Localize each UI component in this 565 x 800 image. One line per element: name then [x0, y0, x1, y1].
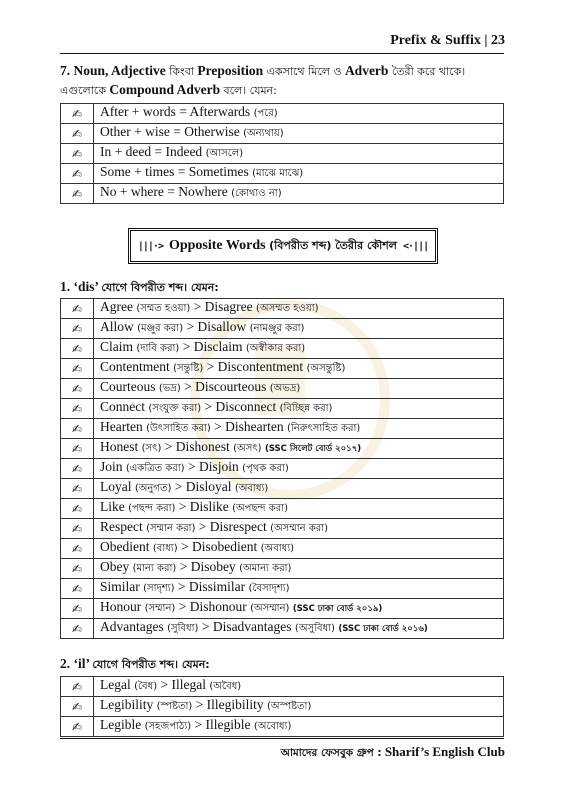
writing-hand-icon: ✍ — [61, 319, 94, 339]
writing-hand-icon: ✍ — [61, 479, 94, 499]
example-text: Obedient (বাধ্য) > Disobedient (অবাধ্য) — [94, 539, 504, 559]
example-text: Respect (সম্মান করা) > Disrespect (অসম্মান করা) — [94, 519, 504, 539]
section-heading: 2. ‘il’ যোগে বিপরীত শব্দ। যেমন: — [60, 656, 210, 671]
list-item — [61, 459, 504, 479]
example-text: Other + wise = Otherwise (অন্যথায়) — [94, 124, 504, 144]
writing-hand-icon: ✍ — [61, 144, 94, 164]
example-text: Honest (সৎ) > Dishonest (অসৎ) (SSC সিলেট বোর্ড ২০১৭) — [94, 439, 504, 459]
example-table — [60, 298, 504, 639]
list-item — [61, 519, 504, 539]
banner-left-ornament: |||·> — [137, 240, 163, 252]
writing-hand-icon: ✍ — [61, 419, 94, 439]
writing-hand-icon: ✍ — [61, 697, 94, 717]
list-item — [61, 164, 504, 184]
writing-hand-icon: ✍ — [61, 164, 94, 184]
header-divider — [60, 53, 504, 54]
list-item — [61, 697, 504, 717]
writing-hand-icon: ✍ — [61, 599, 94, 619]
example-text: Connect (সংযুক্ত করা) > Disconnect (বিচ্ছিন্ন করা) — [94, 399, 504, 419]
banner-title-bn: (বিপরীত শব্দ) তৈরীর কৌশল — [269, 238, 398, 252]
footer-divider — [60, 738, 504, 739]
list-item — [61, 379, 504, 399]
example-table — [60, 103, 504, 204]
list-item — [61, 619, 504, 639]
banner-title-en: Opposite Words — [168, 238, 266, 253]
example-text: Honour (সম্মান) > Dishonour (অসম্মান) (SSC ঢাকা বোর্ড ২০১৯) — [94, 599, 504, 619]
list-item — [61, 559, 504, 579]
writing-hand-icon: ✍ — [61, 439, 94, 459]
example-text: No + where = Nowhere (কোথাও না) — [94, 184, 504, 204]
section-heading: 7. Noun, Adjective কিংবা Preposition একসাথে মিলে ও Adverb তৈরী করে থাকে। — [60, 63, 466, 78]
writing-hand-icon: ✍ — [61, 519, 94, 539]
writing-hand-icon: ✍ — [61, 379, 94, 399]
section-heading: 1. ‘dis’ যোগে বিপরীত শব্দ। যেমন: — [60, 279, 219, 294]
list-item — [61, 479, 504, 499]
list-item — [61, 319, 504, 339]
list-item — [61, 124, 504, 144]
example-text: Legibility (স্পষ্টতা) > Illegibility (অস্পষ্টতা) — [94, 697, 504, 717]
writing-hand-icon: ✍ — [61, 619, 94, 639]
example-text: Like (পছন্দ করা) > Dislike (অপছন্দ করা) — [94, 499, 504, 519]
section-heading-line2: এগুলোকে Compound Adverb বলে। যেমন: — [60, 82, 277, 97]
list-item — [61, 144, 504, 164]
writing-hand-icon: ✍ — [61, 579, 94, 599]
writing-hand-icon: ✍ — [61, 559, 94, 579]
writing-hand-icon: ✍ — [61, 499, 94, 519]
list-item — [61, 399, 504, 419]
example-text: Claim (দাবি করা) > Disclaim (অস্বীকার করা) — [94, 339, 504, 359]
example-text: Hearten (উৎসাহিত করা) > Dishearten (নিরুৎসাহিত করা) — [94, 419, 504, 439]
writing-hand-icon: ✍ — [61, 339, 94, 359]
writing-hand-icon: ✍ — [61, 539, 94, 559]
writing-hand-icon: ✍ — [61, 717, 94, 737]
list-item — [61, 677, 504, 697]
banner-right-ornament: <·||| — [403, 240, 429, 252]
writing-hand-icon: ✍ — [61, 124, 94, 144]
section-il-prefix — [60, 655, 504, 737]
page-header: Prefix & Suffix | 23 — [390, 33, 505, 48]
example-text: In + deed = Indeed (আসলে) — [94, 144, 504, 164]
example-text: Legible (সহজপাঠ্য) > Illegible (অবোধ্য) — [94, 717, 504, 737]
example-text: Legal (বৈধ) > Illegal (অবৈধ) — [94, 677, 504, 697]
opposite-words-banner — [128, 228, 438, 264]
writing-hand-icon: ✍ — [61, 359, 94, 379]
list-item — [61, 499, 504, 519]
example-text: Some + times = Sometimes (মাঝে মাঝে) — [94, 164, 504, 184]
example-text: After + words = Afterwards (পরে) — [94, 104, 504, 124]
list-item — [61, 717, 504, 737]
list-item — [61, 439, 504, 459]
list-item — [61, 184, 504, 204]
example-text: Advantages (সুবিধা) > Disadvantages (অসুবিধা) (SSC ঢাকা বোর্ড ২০১৬) — [94, 619, 504, 639]
list-item — [61, 579, 504, 599]
writing-hand-icon: ✍ — [61, 299, 94, 319]
list-item — [61, 339, 504, 359]
example-table — [60, 676, 504, 737]
section-compound-adverb — [60, 62, 504, 204]
example-text: Contentment (সন্তুষ্টি) > Discontentment (অসন্তুষ্টি) — [94, 359, 504, 379]
list-item — [61, 104, 504, 124]
list-item — [61, 299, 504, 319]
example-text: Similar (সাদৃশ্য) > Dissimilar (বৈসাদৃশ্য) — [94, 579, 504, 599]
list-item — [61, 539, 504, 559]
example-text: Obey (মান্য করা) > Disobey (অমান্য করা) — [94, 559, 504, 579]
list-item — [61, 419, 504, 439]
example-text: Agree (সম্মত হওয়া) > Disagree (অসম্মত হওয়া) — [94, 299, 504, 319]
example-text: Allow (মঞ্জুর করা) > Disallow (নামঞ্জুর করা) — [94, 319, 504, 339]
example-text: Join (একত্রিত করা) > Disjoin (পৃথক করা) — [94, 459, 504, 479]
writing-hand-icon: ✍ — [61, 104, 94, 124]
page-footer: আমাদের ফেসবুক গ্রুপ : Sharif’s English Club — [280, 744, 505, 759]
writing-hand-icon: ✍ — [61, 459, 94, 479]
list-item — [61, 599, 504, 619]
example-text: Loyal (অনুগত) > Disloyal (অবাধ্য) — [94, 479, 504, 499]
list-item — [61, 359, 504, 379]
writing-hand-icon: ✍ — [61, 184, 94, 204]
example-text: Courteous (ভদ্র) > Discourteous (অভদ্র) — [94, 379, 504, 399]
writing-hand-icon: ✍ — [61, 399, 94, 419]
writing-hand-icon: ✍ — [61, 677, 94, 697]
section-dis-prefix — [60, 278, 504, 639]
